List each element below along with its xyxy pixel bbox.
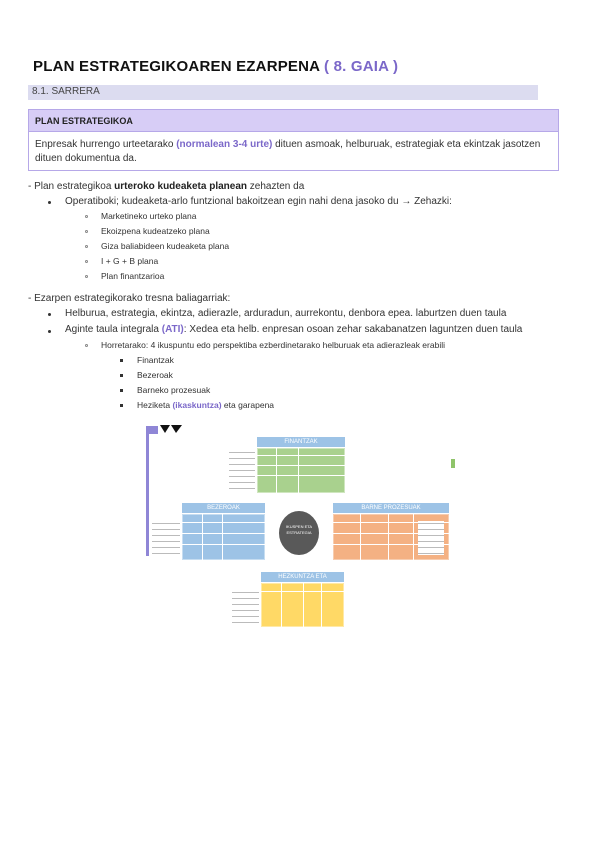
definition-heading: PLAN ESTRATEGIKOA <box>35 116 133 126</box>
title-main: PLAN ESTRATEGIKOAREN EZARPENA <box>33 58 320 75</box>
diagram-corner-mark <box>146 426 158 434</box>
square-bullet-icon <box>120 374 123 377</box>
vision-strategy-label: IKUSPEN ETA ESTRATEGIA <box>285 524 313 535</box>
learning-after: eta garapena <box>221 400 275 410</box>
circle-bullet-icon <box>85 275 88 278</box>
clients-grid <box>182 514 265 560</box>
learning-side-label <box>232 590 259 624</box>
para1-item: Operatiboki; kudeaketa-arlo funtzional bakoitzean egin nahi dena jasoko du → Zehazki: <box>65 196 452 207</box>
perspective-learning <box>137 400 274 410</box>
learning-highlight: (ikaskuntza) <box>172 400 222 410</box>
diagram-logo-icon <box>160 425 184 435</box>
definition-header <box>29 110 558 132</box>
process-side-label <box>418 521 444 555</box>
circle-bullet-icon <box>85 230 88 233</box>
learning-grid <box>261 583 344 627</box>
ati-after: : Xedea eta helb. enpresan osoan zehar sakabanatzen laguntzen duen taula <box>183 324 523 335</box>
ati-highlight: (ATI) <box>161 324 184 335</box>
para1-bold: urteroko kudeaketa planean <box>114 181 247 192</box>
subitem-production: Ekoizpena kudeatzeko plana <box>101 226 210 236</box>
definition-text <box>35 138 551 166</box>
para2-intro: - Ezarpen estrategikorako tresna baliagarriak: <box>28 293 231 304</box>
section-bar <box>28 85 538 100</box>
para1-suffix: zehazten da <box>247 181 305 192</box>
finance-header: FINANTZAK <box>257 437 345 447</box>
definition-highlight: (normalean 3-4 urte) <box>176 139 273 150</box>
definition-box <box>28 109 559 171</box>
definition-text-line2: dituen dokumentua da. <box>35 153 137 164</box>
subitem-finance: Plan finantzarioa <box>101 271 165 281</box>
square-bullet-icon <box>120 359 123 362</box>
circle-bullet-icon <box>85 245 88 248</box>
bullet-icon <box>48 330 51 333</box>
square-bullet-icon <box>120 404 123 407</box>
clients-side-label <box>152 521 180 555</box>
perspective-clients: Bezeroak <box>137 370 173 380</box>
subitem-rdi: I + G + B plana <box>101 256 159 266</box>
page-title <box>33 58 398 75</box>
section-label: 8.1. SARRERA <box>32 86 100 97</box>
para1-line <box>28 181 304 192</box>
learning-before: Heziketa <box>137 400 173 410</box>
process-header: BARNE PROZESUAK <box>333 503 449 513</box>
title-suffix: ( 8. GAIA ) <box>324 58 399 75</box>
para1-prefix: - Plan estrategikoa <box>28 181 115 192</box>
square-bullet-icon <box>120 389 123 392</box>
definition-text-start: Enpresak hurrengo urteetarako <box>35 139 177 150</box>
diagram-side-bar <box>146 428 149 556</box>
bullet-icon <box>48 201 51 204</box>
subitem-marketing: Marketineko urteko plana <box>101 211 197 221</box>
subitem-hr: Giza baliabideen kudeaketa plana <box>101 241 230 251</box>
bullet-icon <box>48 313 51 316</box>
definition-text-end: dituen asmoak, helburuak, estrategiak eta ekintzak jasotzen <box>272 139 541 150</box>
learning-header: HEZKUNTZA ETA <box>261 572 344 582</box>
para2-sub: Horretarako: 4 ikuspuntu edo perspektiba ezberdinetarako helburuak eta adierazleak erabili <box>101 340 445 350</box>
circle-bullet-icon <box>85 215 88 218</box>
para2-item2 <box>65 324 522 335</box>
para2-item1: Helburua, estrategia, ekintza, adierazle, arduradun, aurrekontu, denbora epea. laburtzen duen taula <box>65 308 507 319</box>
perspective-process: Barneko prozesuak <box>137 385 211 395</box>
circle-bullet-icon <box>85 344 88 347</box>
diagram-green-mark <box>451 459 455 468</box>
finance-side-label <box>229 450 255 490</box>
finance-grid <box>257 448 345 493</box>
ati-before: Aginte taula integrala <box>65 324 162 335</box>
clients-header: BEZEROAK <box>182 503 265 513</box>
circle-bullet-icon <box>85 260 88 263</box>
perspective-finance: Finantzak <box>137 355 174 365</box>
